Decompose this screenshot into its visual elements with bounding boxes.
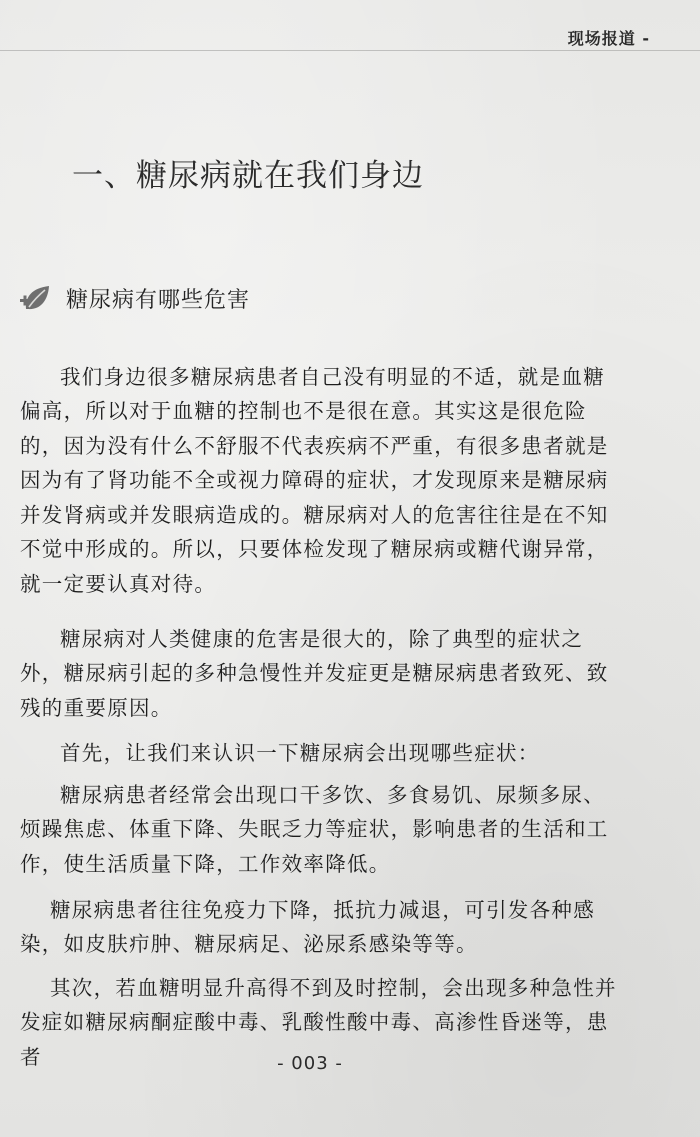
paragraph: 糖尿病患者经常会出现口干多饮、多食易饥、尿频多尿、烦躁焦虑、体重下降、失眠乏力等症状，影响患者的生活和工作，使生活质量下降，工作效率降低。	[20, 782, 609, 876]
page-number: - 003 -	[277, 1053, 343, 1074]
subsection-heading-text: 糖尿病有哪些危害	[66, 287, 251, 313]
paragraph: 糖尿病患者往往免疫力下降，抵抗力减退，可引发各种感染，如皮肤疖肿、糖尿病足、泌尿系感染等等。	[20, 897, 595, 956]
leaf-plus-icon	[20, 282, 52, 314]
section-title: 一、糖尿病就在我们身边	[72, 158, 424, 194]
paragraph: 我们身边很多糖尿病患者自己没有明显的不适，就是血糖偏高，所以对于血糖的控制也不是很在意。其实这是很危险的，因为没有什么不舒服不代表疾病不严重，有很多患者就是因为有了肾功能不全或视力障碍的症状，才发现原来是糖尿病并发肾病或并发眼病造成的。糖尿病对人的危害往往是在不知不觉中形成的。所以，只要体检发现了糖尿病或糖代谢异常，就一定要认真对待。	[20, 364, 609, 596]
paragraph: 其次，若血糖明显升高得不到及时控制，会出现多种急性并发症如糖尿病酮症酸中毒、乳酸性酸中毒、高渗性昏迷等，患者	[20, 975, 617, 1069]
header-rule	[0, 50, 700, 51]
paragraph: 糖尿病对人类健康的危害是很大的，除了典型的症状之外，糖尿病引起的多种急慢性并发症更是糖尿病患者致死、致残的重要原因。	[20, 626, 609, 720]
subsection-heading	[20, 282, 250, 314]
running-head: 现场报道 -	[567, 29, 650, 48]
paragraph: 首先，让我们来认识一下糖尿病会出现哪些症状：	[60, 740, 540, 765]
